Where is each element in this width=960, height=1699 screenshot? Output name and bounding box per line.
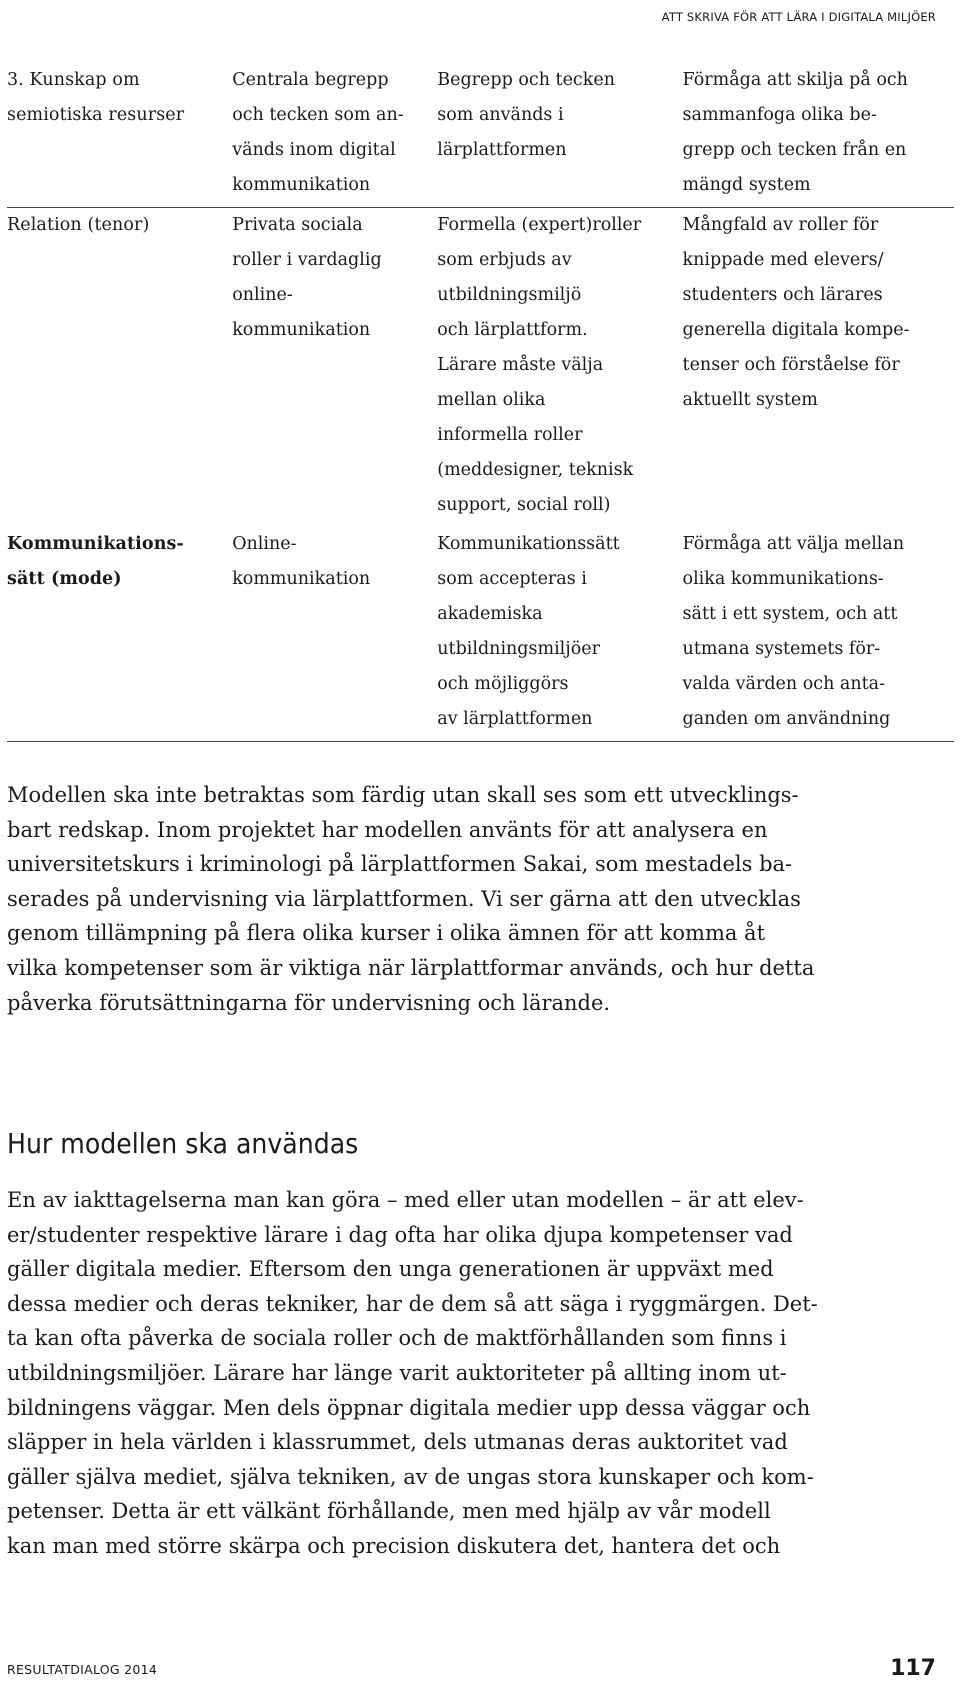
section-heading: Hur modellen ska användas — [7, 1127, 359, 1160]
table-cell: Förmåga att skilja på och sammanfoga olika be- grepp och tecken från en mängd system — [683, 63, 954, 208]
body-paragraph: En av iakttagelserna man kan göra – med eller utan modellen – är att elev- er/studenter respektive lärare i dag ofta har olika djupa kompetenser vad gäller digitala medier. Eftersom den unga generationen är uppväxt med dessa medier och deras tekniker, har de dem så att säga i ryggmärgen. Det- ta kan ofta påverka de sociala roller och de maktförhållanden som finns i utbildningsmiljöer. Lärare har länge varit auktoriteter på allting inom ut- bildningens väggar. Men dels öppnar digitala medier upp dessa väggar och släpper in hela världen i klassrummet, dels utmanas deras auktoritet vad gäller själva mediet, själva tekniken, av de ungas stora kunskaper och kom- petenser. Detta är ett välkänt förhållande, men med hjälp av vår modell kan man med större skärpa och precision diskutera det, hantera det och — [7, 1188, 818, 1558]
table-cell: Online- kommunikation — [232, 527, 437, 742]
table-cell: Begrepp och tecken som används i lärplattformen — [437, 63, 682, 208]
row-label: 3. Kunskap om semiotiska resurser — [7, 63, 232, 208]
table-cell: Förmåga att välja mellan olika kommunikations- sätt i ett system, och att utmana systemets för- valda värden och anta- ganden om användning — [683, 527, 954, 742]
table-cell: Centrala begrepp och tecken som an- vänds inom digital kommunikation — [232, 63, 437, 208]
row-label: Relation (tenor) — [7, 215, 150, 235]
table-row — [7, 63, 954, 208]
footer-publication: RESULTATDIALOG 2014 — [7, 1662, 158, 1677]
table-cell: Mångfald av roller för knippade med elevers/ studenters och lärares generella digitala kompe- tenser och förståelse för aktuellt system — [682, 215, 910, 410]
page-number: 117 — [890, 1656, 936, 1681]
table-cell: Formella (expert)roller som erbjuds av utbildningsmiljö och lärplattform. Lärare måste välja mellan olika informella roller (meddesigner, teknisk support, social roll) — [437, 215, 642, 515]
table-cell: Privata sociala roller i vardaglig online- kommunikation — [232, 215, 382, 340]
row-label: Kommunikations- sätt (mode) — [7, 527, 232, 742]
running-header: ATT SKRIVA FÖR ATT LÄRA I DIGITALA MILJÖER — [661, 10, 936, 24]
body-paragraph: Modellen ska inte betraktas som färdig utan skall ses som ett utvecklings- bart redskap. Inom projektet har modellen använts för att analysera en universitetskurs i kriminologi på lärplattformen Sakai, som mestadels ba- serades på undervisning via lärplattformen. Vi ser gärna att den utvecklas genom tillämpning på flera olika kurser i olika ämnen för att komma åt vilka kompetenser som är viktiga när lärplattformar används, och hur detta påverka förutsättningarna för undervisning och lärande. — [7, 783, 815, 1015]
table-row — [7, 527, 954, 742]
table-row — [7, 208, 954, 528]
model-table — [7, 63, 954, 742]
table-cell: Kommunikationssätt som accepteras i akademiska utbildningsmiljöer och möjliggörs av lärplattformen — [437, 527, 682, 742]
